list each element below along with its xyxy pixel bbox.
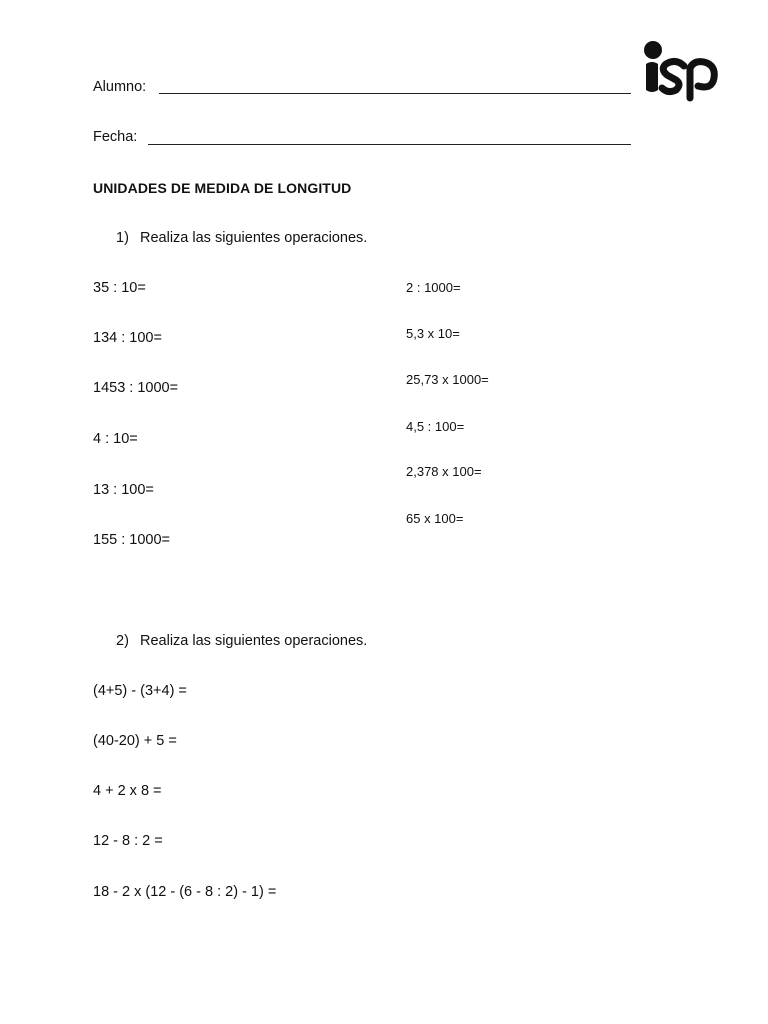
operation-item: 134 : 100= [93,330,162,346]
fecha-label: Fecha: [93,129,138,145]
section1-number: 1) [116,230,129,246]
section2-instruction-text: Realiza las siguientes operaciones. [140,633,368,649]
section2-instruction [116,633,367,649]
operation-item: 35 : 10= [93,280,146,296]
section2-number: 2) [116,633,129,649]
section1-instruction-text: Realiza las siguientes operaciones. [140,230,368,246]
operation-item: 5,3 x 10= [406,326,460,341]
alumno-label: Alumno: [93,79,147,95]
isp-logo [640,38,720,102]
page-title: UNIDADES DE MEDIDA DE LONGITUD [93,180,352,196]
operation-item: 155 : 1000= [93,532,171,548]
operation-item: 13 : 100= [93,482,154,498]
operation-item: 2 : 1000= [406,280,461,295]
operation-item: 4,5 : 100= [406,419,465,434]
operation-item: 65 x 100= [406,511,464,526]
operation-item: 18 - 2 x (12 - (6 - 8 : 2) - 1) = [93,884,277,900]
operation-item: 4 : 10= [93,431,138,447]
section1-instruction [116,230,367,246]
operation-item: (40-20) + 5 = [93,733,177,749]
operation-item: (4+5) - (3+4) = [93,683,187,699]
operation-item: 4 + 2 x 8 = [93,783,162,799]
operation-item: 25,73 x 1000= [406,372,489,387]
alumno-field-line[interactable] [159,93,631,94]
operation-item: 2,378 x 100= [406,464,482,479]
operation-item: 12 - 8 : 2 = [93,833,163,849]
fecha-field-line[interactable] [148,144,631,145]
operation-item: 1453 : 1000= [93,380,179,396]
